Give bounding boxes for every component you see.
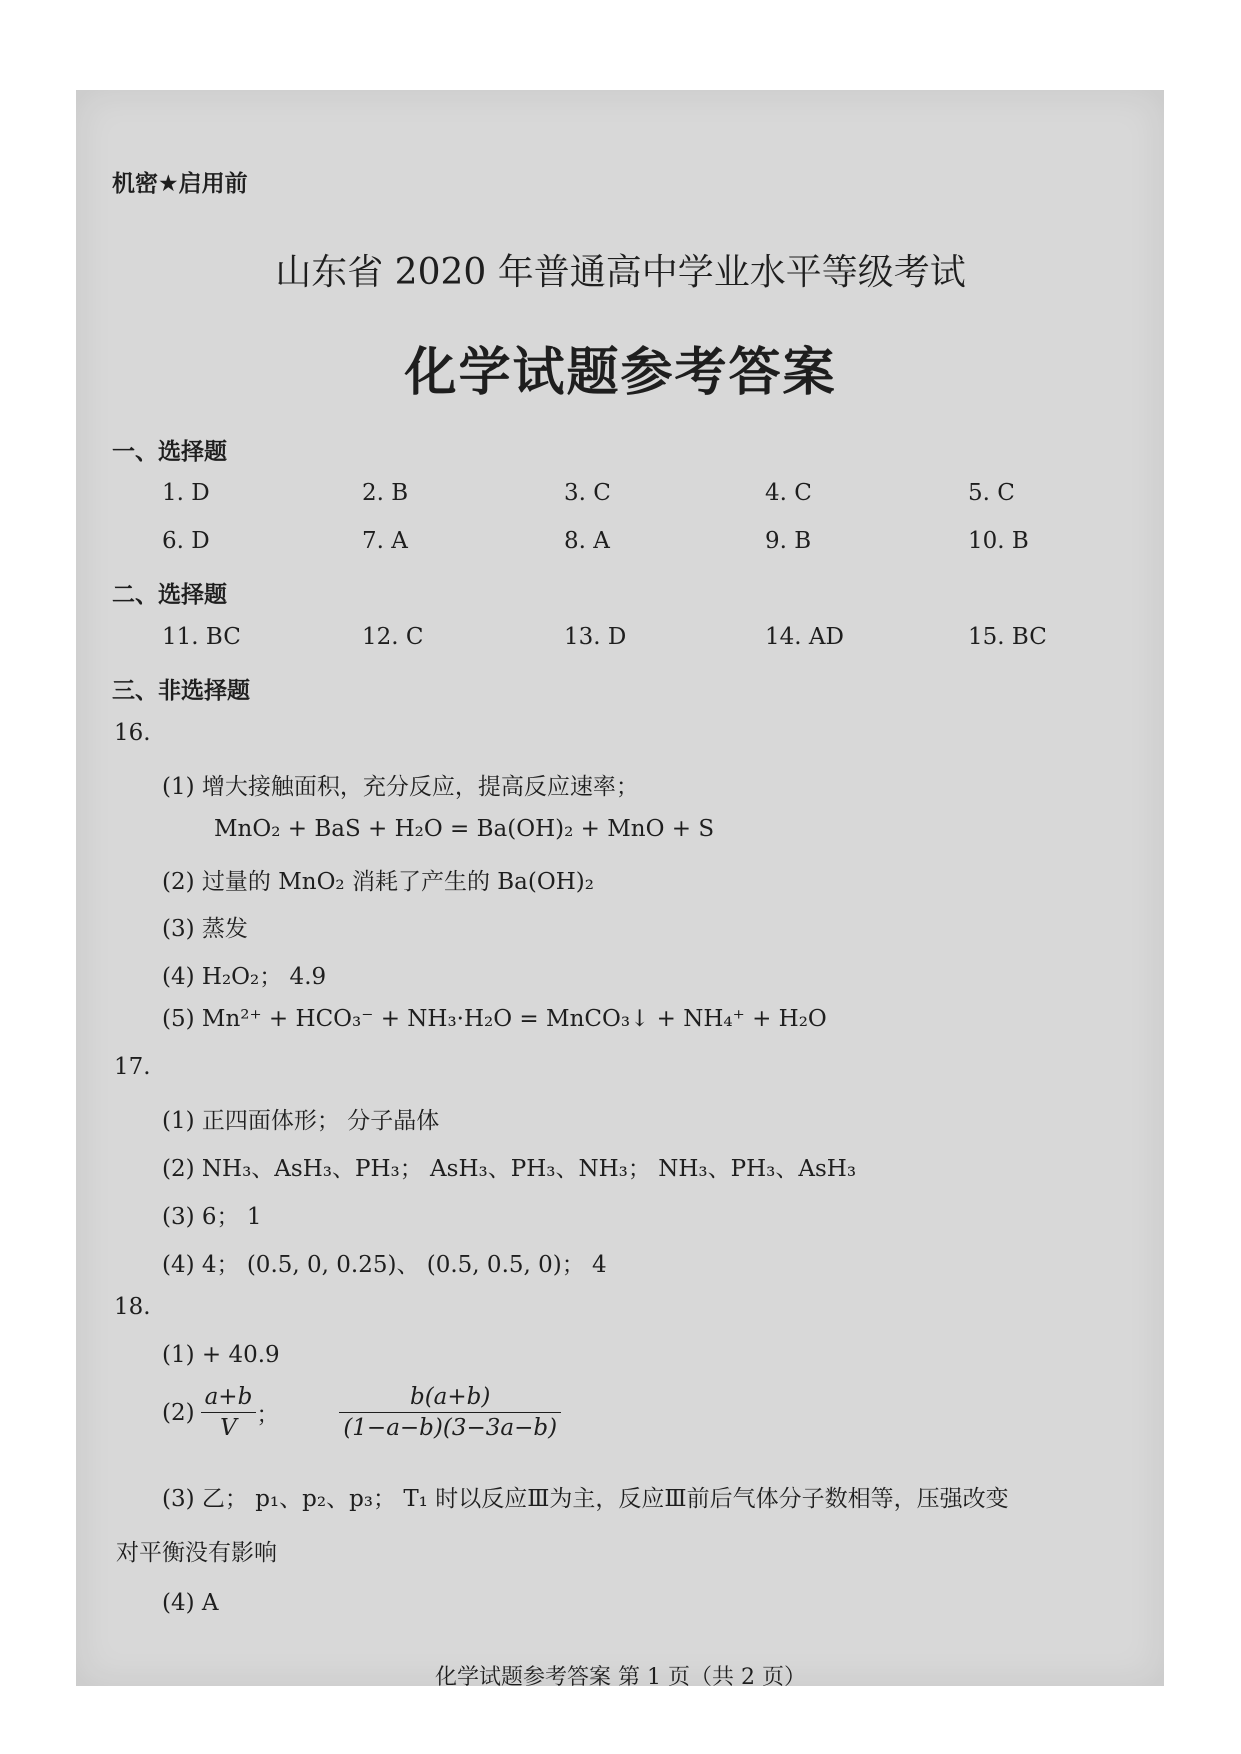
fraction-numerator: a+b xyxy=(201,1384,257,1413)
answer-item: 5. C xyxy=(968,480,1015,506)
question-number-16: 16. xyxy=(114,720,151,746)
q18-line: (1) + 40.9 xyxy=(162,1342,280,1368)
q18-part2-label: (2) xyxy=(162,1399,195,1426)
q16-line: (1) 增大接触面积，充分反应，提高反应速率； xyxy=(162,774,639,800)
answer-item: 3. C xyxy=(564,480,611,506)
fraction-equilibrium-constant xyxy=(339,1384,561,1441)
answer-item: 11. BC xyxy=(162,624,241,650)
q17-line: (4) 4； (0.5, 0, 0.25)、 (0.5, 0.5, 0)； 4 xyxy=(162,1252,607,1278)
fraction-denominator: V xyxy=(220,1415,237,1441)
answer-item: 15. BC xyxy=(968,624,1047,650)
answer-item: 13. D xyxy=(564,624,627,650)
q18-line: (3) 乙； p₁、p₂、p₃； T₁ 时以反应Ⅲ为主，反应Ⅲ前后气体分子数相等，压强改变 xyxy=(162,1486,1009,1512)
section3-heading: 三、非选择题 xyxy=(112,678,250,704)
answer-item: 2. B xyxy=(362,480,409,506)
answer-item: 8. A xyxy=(564,528,610,554)
q16-ionic-equation: (5) Mn²⁺ + HCO₃⁻ + NH₃·H₂O = MnCO₃↓ + NH₄⁺ + H₂O xyxy=(162,1006,827,1032)
page-footer: 化学试题参考答案 第 1 页（共 2 页） xyxy=(435,1665,806,1690)
answer-item: 1. D xyxy=(162,480,210,506)
answer-item: 4. C xyxy=(765,480,812,506)
q18-line-continued: 对平衡没有影响 xyxy=(116,1540,277,1566)
q18-line: (4) A xyxy=(162,1590,219,1616)
q16-equation: MnO₂ + BaS + H₂O = Ba(OH)₂ + MnO + S xyxy=(214,816,715,842)
q16-line: (3) 蒸发 xyxy=(162,916,248,942)
question-number-18: 18. xyxy=(114,1294,151,1320)
separator: ； xyxy=(256,1402,280,1428)
q16-line: (4) H₂O₂； 4.9 xyxy=(162,964,327,990)
q17-line: (1) 正四面体形； 分子晶体 xyxy=(162,1108,440,1134)
q18-fraction-line xyxy=(162,1384,561,1441)
q16-line: (2) 过量的 MnO₂ 消耗了产生的 Ba(OH)₂ xyxy=(162,869,594,895)
q17-line: (3) 6； 1 xyxy=(162,1204,262,1230)
section2-heading: 二、选择题 xyxy=(112,582,227,608)
exam-title: 山东省 2020 年普通高中学业水平等级考试 xyxy=(275,252,966,293)
answer-item: 7. A xyxy=(362,528,408,554)
fraction-denominator: (1−a−b)(3−3a−b) xyxy=(343,1415,558,1441)
answer-key-title: 化学试题参考答案 xyxy=(404,342,837,403)
answer-item: 12. C xyxy=(362,624,424,650)
answer-item: 9. B xyxy=(765,528,812,554)
answer-item: 10. B xyxy=(968,528,1029,554)
fraction-concentration xyxy=(201,1384,257,1441)
fraction-numerator: b(a+b) xyxy=(339,1384,561,1413)
q17-line: (2) NH₃、AsH₃、PH₃； AsH₃、PH₃、NH₃； NH₃、PH₃、AsH₃ xyxy=(162,1156,857,1182)
answer-item: 14. AD xyxy=(765,624,844,650)
answer-item: 6. D xyxy=(162,528,210,554)
question-number-17: 17. xyxy=(114,1054,151,1080)
section1-heading: 一、选择题 xyxy=(112,439,227,465)
secret-label: 机密★启用前 xyxy=(112,171,248,197)
